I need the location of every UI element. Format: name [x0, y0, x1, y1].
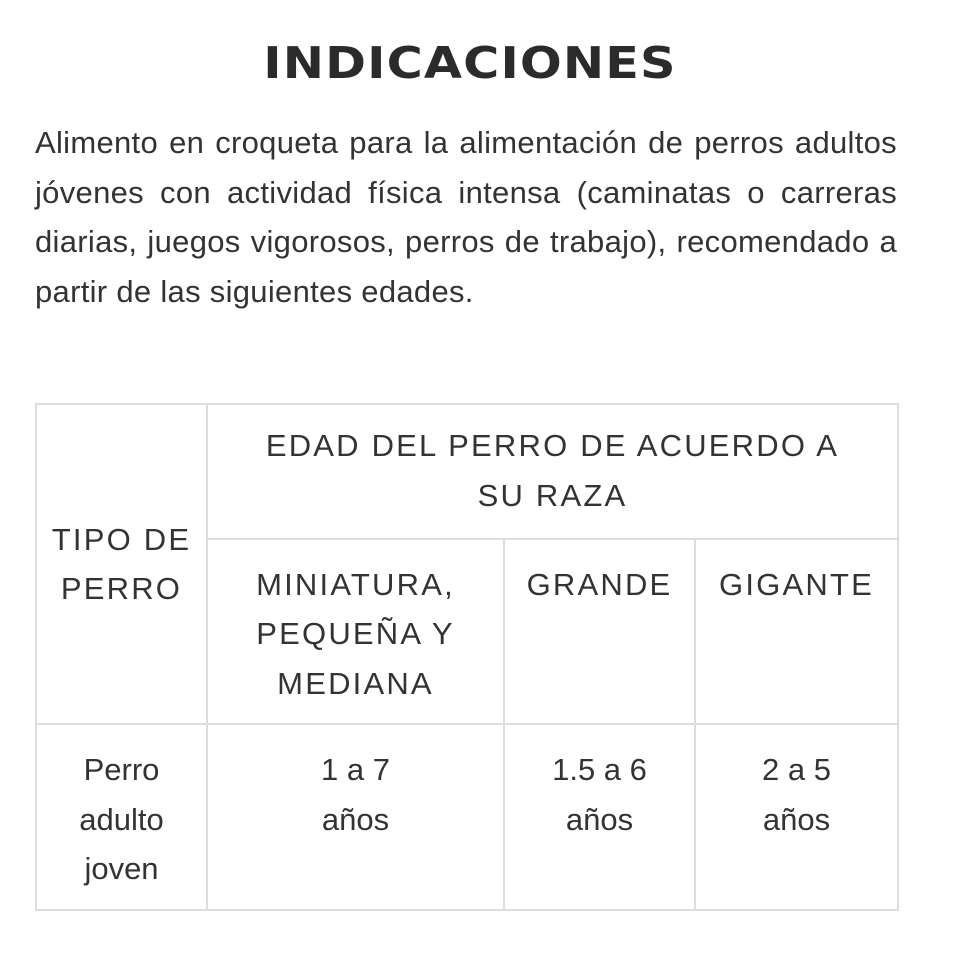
cell-age-small [207, 724, 504, 910]
header-size-giant-label: GIGANTE [719, 566, 874, 602]
cell-age-large [504, 724, 695, 910]
header-age-by-breed [207, 404, 898, 539]
header-age-by-breed-label: EDAD DEL PERRO DE ACUERDO A SU RAZA [265, 428, 840, 513]
intro-paragraph: Alimento en croqueta para la alimentación de perros adultos jóvenes con actividad física intensa (caminatas o carreras diarias, juegos vigorosos, perros de trabajo), recomendado a partir de las siguientes edades. [35, 125, 897, 309]
cell-dog-type-value: Perro adulto joven [79, 752, 164, 886]
header-size-small [207, 539, 504, 724]
header-size-large [504, 539, 695, 724]
table-row [36, 724, 898, 910]
age-table [35, 403, 899, 911]
cell-age-small-value: 1 a 7 años [321, 752, 390, 837]
cell-dog-type [36, 724, 207, 910]
cell-age-giant [695, 724, 898, 910]
header-dog-type-label: TIPO DE PERRO [51, 521, 192, 606]
header-size-giant [695, 539, 898, 724]
table-header-row [36, 404, 898, 539]
header-size-small-label: MINIATURA, PEQUEÑA Y MEDIANA [256, 566, 455, 701]
header-size-large-label: GRANDE [526, 566, 673, 602]
cell-age-giant-value: 2 a 5 años [762, 752, 831, 837]
header-dog-type [36, 404, 207, 724]
cell-age-large-value: 1.5 a 6 años [552, 752, 647, 837]
page-title: INDICACIONES [263, 38, 677, 89]
